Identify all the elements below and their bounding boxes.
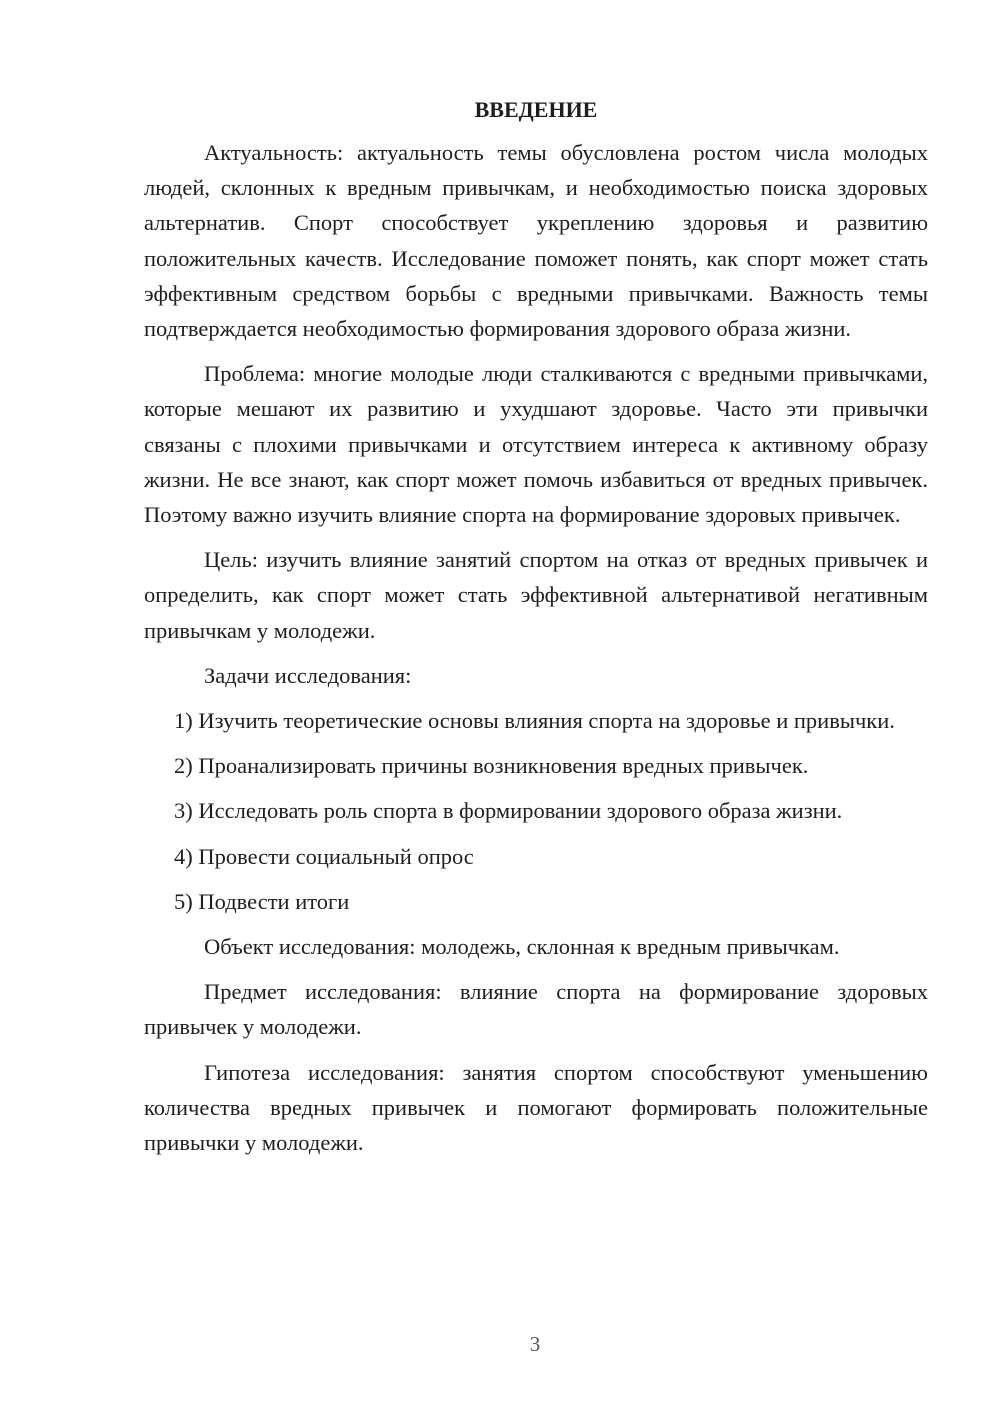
- page-number: 3: [529, 1332, 541, 1356]
- task-item-3: 3) Исследовать роль спорта в формировании здорового образа жизни.: [174, 798, 843, 824]
- tasks-heading: Задачи исследования:: [204, 662, 412, 688]
- paragraph-object: Объект исследования: молодежь, склонная к вредным привычкам.: [204, 934, 840, 960]
- paragraph-problem: Проблема: многие молодые люди сталкиваются с вредными привычками, которые мешают их развитию и ухудшают здоровье. Часто эти привычки связаны с плохими привычками и отсутствием интереса к активному образу жизни. Не все знают, как спорт может помочь избавиться от вредных привычек. Поэтому важно изучить влияние спорта на формирование здоровых привычек.: [144, 361, 928, 528]
- paragraph-relevance: Актуальность: актуальность темы обусловлена ростом числа молодых людей, склонных к вредным привычкам, и необходимостью поиска здоровых альтернатив. Спорт способствует укреплению здоровья и развитию положительных качеств. Исследование поможет понять, как спорт может стать эффективным средством борьбы с вредными привычками. Важность темы подтверждается необходимостью формирования здорового образа жизни.: [144, 140, 928, 342]
- paragraph-subject: Предмет исследования: влияние спорта на формирование здоровых привычек у молодежи.: [144, 979, 928, 1040]
- page-title: ВВЕДЕНИЕ: [474, 97, 598, 122]
- paragraph-hypothesis: Гипотеза исследования: занятия спортом способствуют уменьшению количества вредных привычек и помогают формировать положительные привычки у молодежи.: [144, 1059, 928, 1156]
- document-page: [144, 92, 928, 1170]
- task-item-2: 2) Проанализировать причины возникновения вредных привычек.: [174, 753, 809, 779]
- task-item-4: 4) Провести социальный опрос: [174, 843, 474, 869]
- task-item-1: 1) Изучить теоретические основы влияния спорта на здоровье и привычки.: [174, 708, 895, 734]
- paragraph-goal: Цель: изучить влияние занятий спортом на отказ от вредных привычек и определить, как спорт может стать эффективной альтернативой негативным привычкам у молодежи.: [144, 547, 928, 643]
- task-item-5: 5) Подвести итоги: [174, 888, 350, 914]
